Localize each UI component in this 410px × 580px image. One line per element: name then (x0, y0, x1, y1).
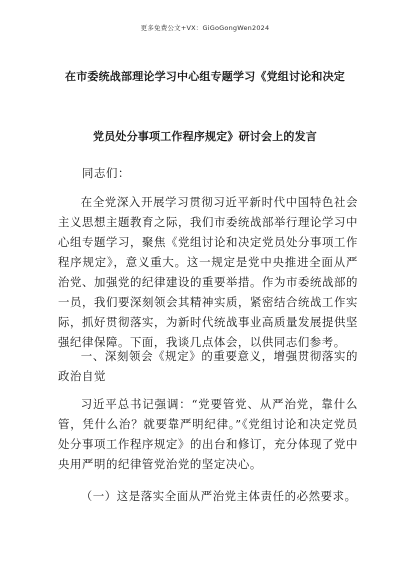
paragraph-text: 习近平总书记强调：“党要管党、从严治党，靠什么管，凭什么治？就要靠严明纪律。”《党组讨论和决定党员处分事项工作程序规定》的出台和修订，充分体现了党中央用严明的纪律管党治党的坚定决心。 (58, 397, 358, 471)
section-heading-1 (58, 346, 358, 386)
paragraph-text: （一）这是落实全面从严治党主体责任的必然要求。 (80, 489, 357, 503)
paragraph-text: 在全党深入开展学习贯彻习近平新时代中国特色社会主义思想主题教育之际，我们市委统战部举行理论学习中心组专题学习，聚焦《党组讨论和决定党员处分事项工作程序规定》，意义重大。这一规定是党中央推进全面从严治党、加强党的纪律建设的重要举措。作为市委统战部的一员，我们要深刻领会其精神实质，紧密结合统战工作实际，抓好贯彻落实，为新时代统战事业高质量发展提供坚强纪律保障。下面，我谈几点体会，以供同志们参考。 (58, 195, 358, 349)
header-note: 更多免费公文+VX：GiGoGongWen2024 (140, 24, 270, 32)
paragraph-intro (58, 192, 358, 352)
document-title-line-1: 在市委统战部理论学习中心组专题学习《党组讨论和决定 (65, 70, 345, 83)
paragraph-subheading (58, 486, 358, 506)
section-heading-text: 一、深刻领会《规定》的重要意义，增强贯彻落实的政治自觉 (58, 349, 358, 383)
paragraph-quote (58, 394, 358, 474)
document-title-line-2: 党员处分事项工作程序规定》研讨会上的发言 (93, 130, 317, 143)
greeting: 同志们： (82, 166, 130, 180)
